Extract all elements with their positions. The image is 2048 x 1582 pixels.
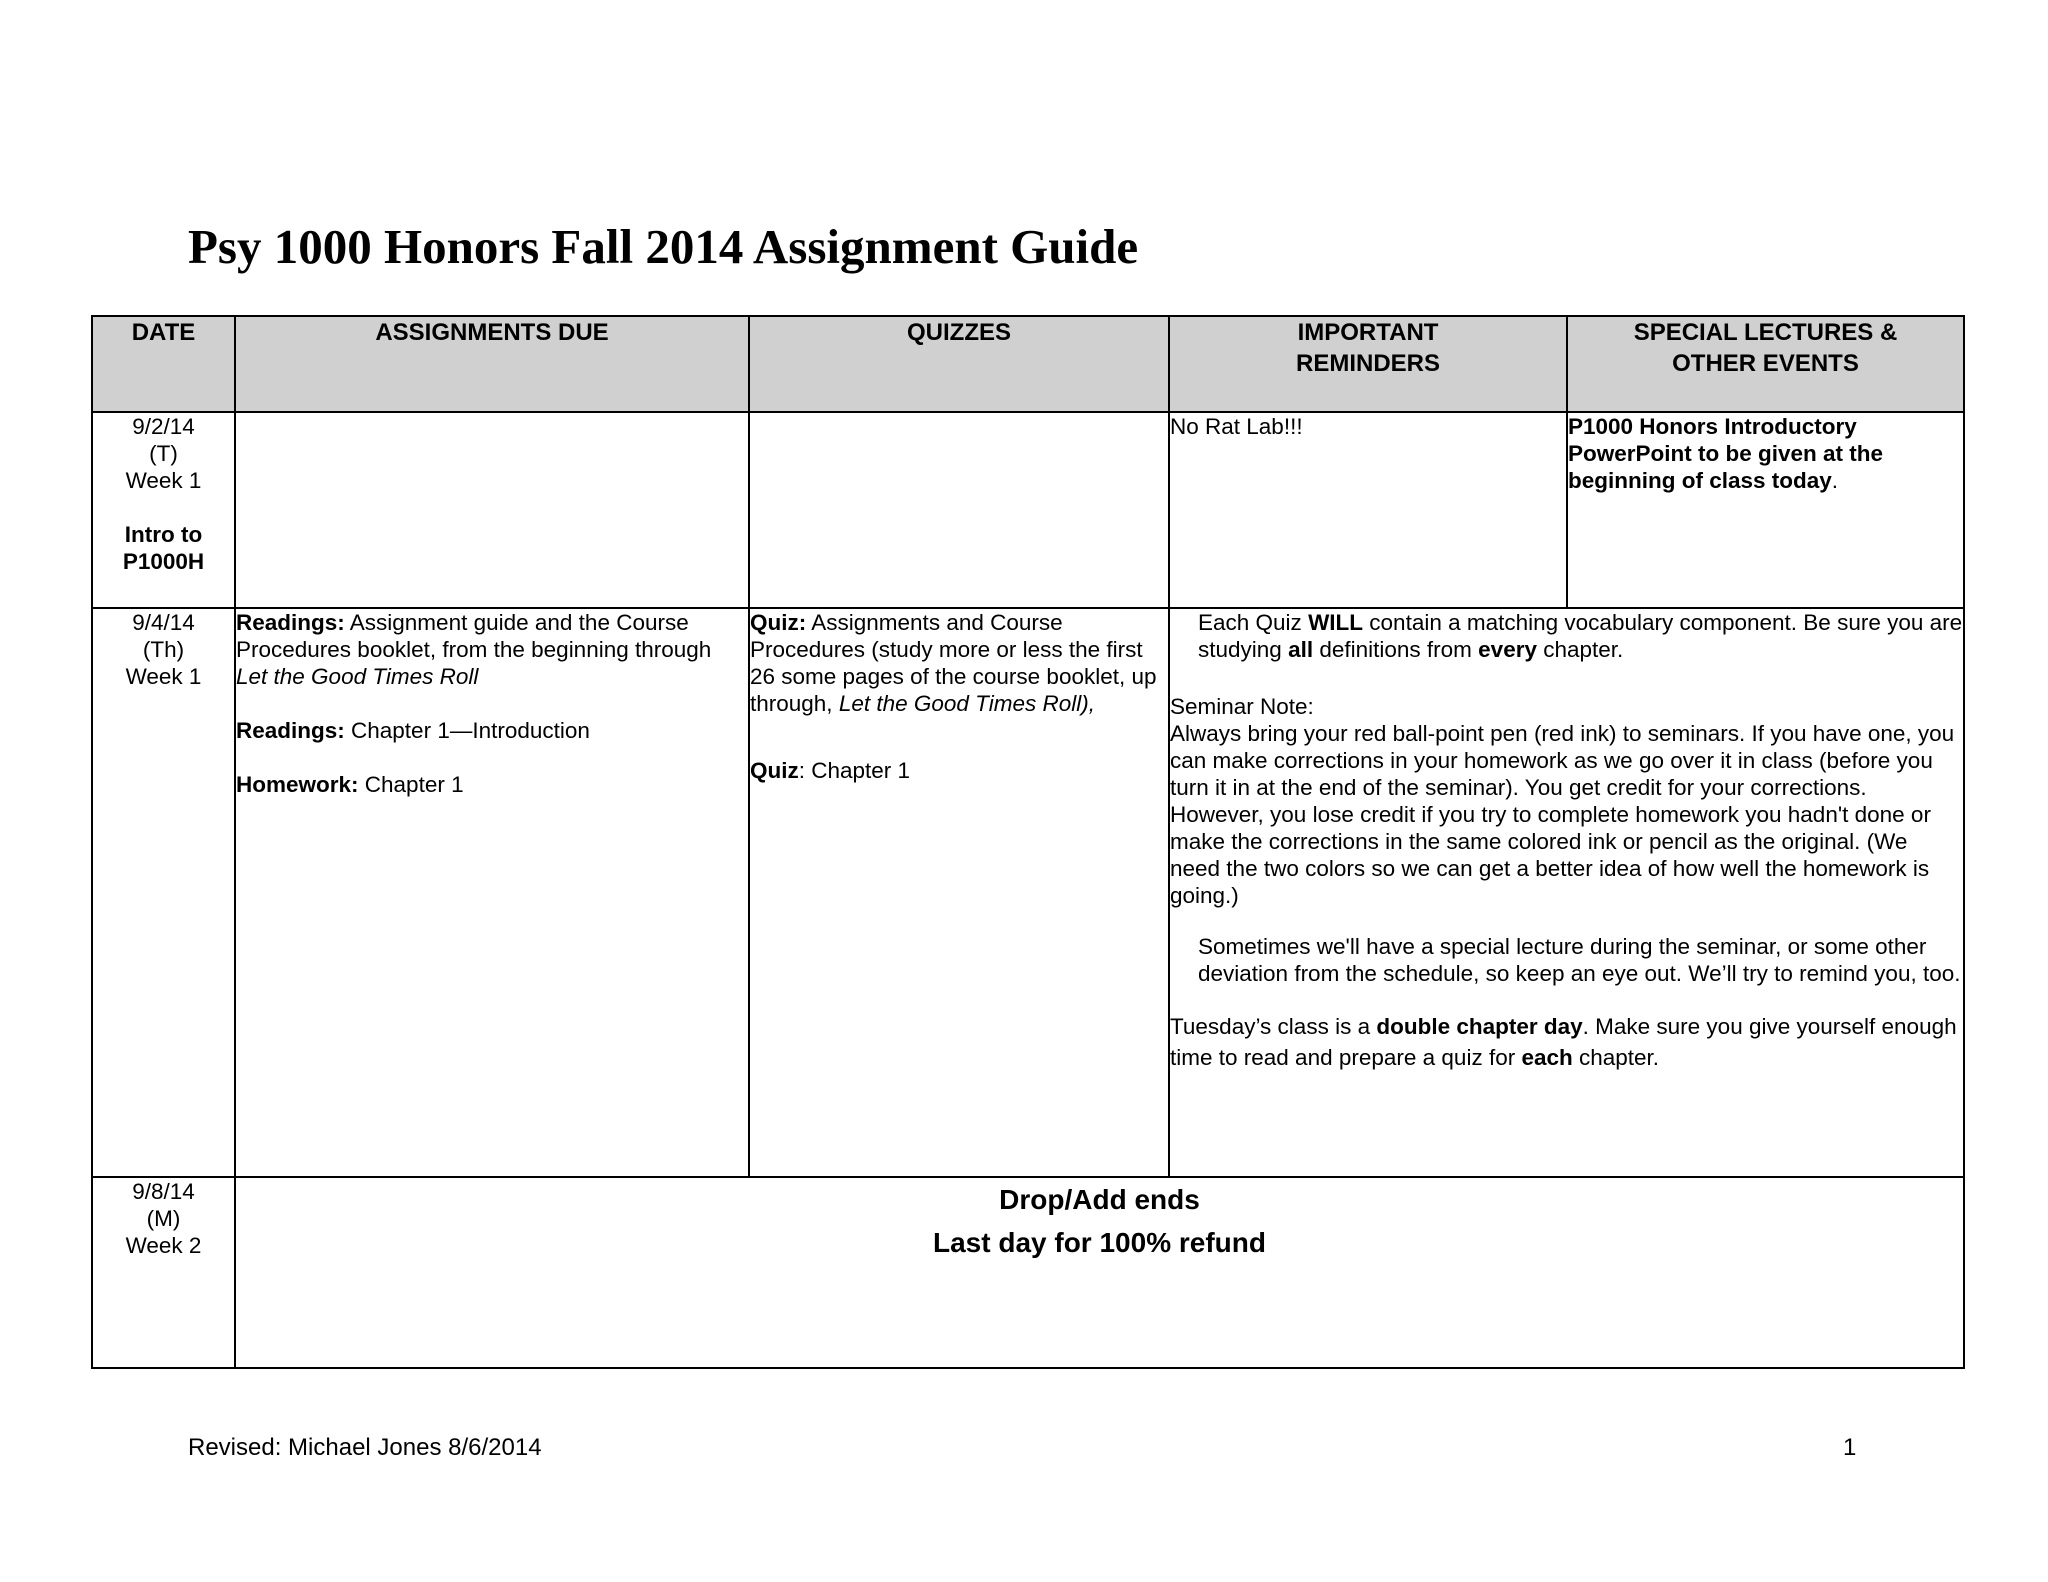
quiz-vocabulary-note [1170,609,1963,663]
event-refund: Last day for 100% refund [933,1227,1266,1258]
quiz-label: Quiz [750,758,799,783]
assignments-cell [235,608,749,1177]
note-text: contain a matching vocabulary component. Be sure you are studying [1198,610,1963,662]
quiz-title: Let the Good Times Roll), [838,691,1095,716]
double-chapter-note [1170,1011,1963,1073]
readings-entry [236,609,748,690]
quizzes-cell [749,412,1169,608]
date-cell [92,608,235,1177]
date-cell [92,1177,235,1368]
header-important-reminders [1169,316,1567,412]
quiz-text: Assignments and Course Procedures (study more or less the first 26 some pages of the course booklet, up through, [750,610,1157,716]
topic-line1: Intro to [124,522,203,547]
table-row [92,1177,1964,1368]
header-date: DATE [92,316,235,412]
note-text: definitions from [1313,637,1479,662]
header-quizzes: QUIZZES [749,316,1169,412]
week-text: Week 2 [125,1233,202,1258]
assignment-table [91,315,1965,1369]
week-text: Week 1 [125,468,202,493]
seminar-note-title: Seminar Note: [1170,694,1314,719]
special-event-text: P1000 Honors Introductory PowerPoint to be given at the beginning of class today [1568,414,1884,493]
quiz-entry [750,609,1168,717]
assignments-cell [235,412,749,608]
week-text: Week 1 [125,664,202,689]
note-text: Tuesday’s class is a [1170,1014,1377,1039]
page-number: 1 [1843,1434,1857,1461]
readings-label: Readings: [236,718,345,743]
header-reminders-line1: IMPORTANT [1297,319,1439,346]
readings-label: Readings: [236,610,345,635]
quiz-text: : Chapter 1 [798,758,911,783]
event-cell [235,1177,1964,1368]
note-text: Each Quiz [1198,610,1309,635]
quiz-entry [750,757,1168,784]
note-emphasis: each [1521,1045,1573,1070]
note-emphasis: all [1288,637,1314,662]
table-row [92,412,1964,608]
note-emphasis: every [1478,637,1537,662]
special-event-period: . [1831,468,1839,493]
reminders-cell [1169,412,1567,608]
readings-text: Chapter 1—Introduction [344,718,590,743]
day-text: (Th) [142,637,185,662]
date-text: 9/8/14 [132,1179,195,1204]
special-lecture-note: Sometimes we'll have a special lecture during the seminar, or some other deviation from the schedule, so keep an eye out. We’ll try to remind you, too. [1198,934,1961,986]
date-text: 9/2/14 [132,414,195,439]
reminders-cell [1169,608,1964,1177]
seminar-note-body: Always bring your red ball-point pen (red ink) to seminars. If you have one, you can make corrections in your homework as we go over it in class (before you turn it in at the end of the seminar). You get credit for your corrections. However, you lose credit if you try to complete homework you hadn't done or make the corrections in the same colored ink or pencil as the original. (We need the two colors so we can get a better idea of how well the homework is going.) [1170,721,1955,908]
note-text: chapter. [1572,1045,1660,1070]
date-text: 9/4/14 [132,610,195,635]
day-text: (M) [146,1206,181,1231]
readings-title: Let the Good Times Roll [236,664,479,689]
header-special-line2: OTHER EVENTS [1672,350,1859,377]
readings-text: Assignment guide and the Course Procedures booklet, from the beginning through [236,610,712,662]
note-emphasis: double chapter day [1376,1014,1583,1039]
quizzes-cell [749,608,1169,1177]
header-reminders-line2: REMINDERS [1295,350,1440,377]
table-row [92,608,1964,1177]
header-assignments-due: ASSIGNMENTS DUE [235,316,749,412]
revision-note: Revised: Michael Jones 8/6/2014 [188,1434,542,1461]
table-header-row [92,316,1964,412]
header-special-line1: SPECIAL LECTURES & [1633,319,1898,346]
homework-text: Chapter 1 [358,772,464,797]
quiz-label: Quiz: [750,610,807,635]
homework-label: Homework: [236,772,359,797]
event-drop-add: Drop/Add ends [999,1184,1200,1215]
day-text: (T) [149,441,178,466]
note-emphasis: WILL [1308,610,1364,635]
topic-line2: P1000H [122,549,205,574]
readings-entry [236,717,748,744]
special-events-cell [1567,412,1964,608]
date-cell [92,412,235,608]
homework-entry [236,771,748,798]
header-special-lectures [1567,316,1964,412]
reminder-text: No Rat Lab!!! [1170,414,1303,439]
page-title: Psy 1000 Honors Fall 2014 Assignment Guide [188,219,1139,274]
note-text: . Make sure you give yourself enough time to read and prepare a quiz for [1170,1014,1957,1070]
note-text: chapter. [1536,637,1624,662]
